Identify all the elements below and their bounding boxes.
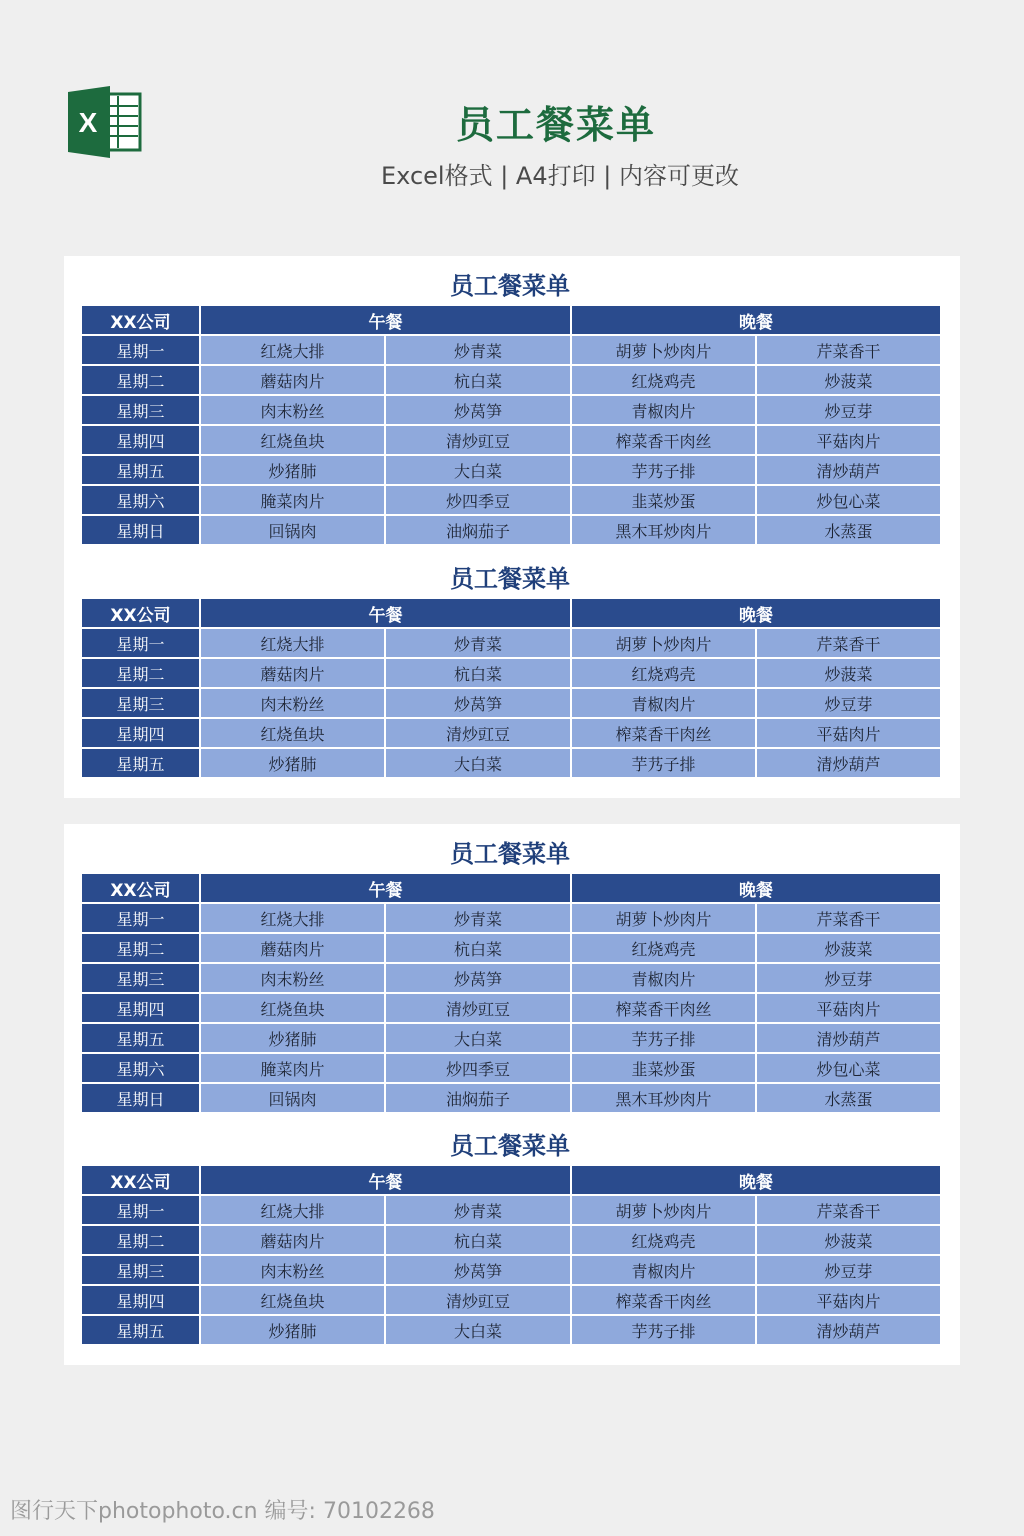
table-title: 员工餐菜单 [450,565,570,593]
lunch-dish-cell: 炒青菜 [385,628,571,658]
menu-sheet-panel [64,256,960,798]
dinner-dish-cell: 胡萝卜炒肉片 [571,335,756,365]
day-cell: 星期二 [81,365,200,395]
day-cell: 星期四 [81,425,200,455]
lunch-dish-cell: 油焖茄子 [385,515,571,545]
menu-table [80,872,942,1114]
day-cell: 星期二 [81,658,200,688]
dinner-dish-cell: 炒包心菜 [756,1053,941,1083]
table-row [81,485,941,515]
table-row [81,748,941,778]
table-row [81,365,941,395]
lunch-dish-cell: 红烧大排 [200,903,385,933]
dinner-dish-cell: 芹菜香干 [756,335,941,365]
lunch-dish-cell: 红烧鱼块 [200,993,385,1023]
dinner-dish-cell: 水蒸蛋 [756,1083,941,1113]
table-row [81,515,941,545]
dinner-dish-cell: 榨菜香干肉丝 [571,1285,756,1315]
table-row [81,963,941,993]
dinner-dish-cell: 红烧鸡壳 [571,933,756,963]
day-cell: 星期四 [81,993,200,1023]
table-row [81,718,941,748]
lunch-dish-cell: 腌菜肉片 [200,485,385,515]
day-cell: 星期一 [81,335,200,365]
table-header-row [81,873,941,903]
lunch-dish-cell: 红烧鱼块 [200,425,385,455]
dinner-dish-cell: 韭菜炒蛋 [571,1053,756,1083]
dinner-dish-cell: 炒豆芽 [756,688,941,718]
dinner-dish-cell: 青椒肉片 [571,1255,756,1285]
dinner-dish-cell: 芋艿子排 [571,748,756,778]
lunch-dish-cell: 红烧大排 [200,335,385,365]
menu-block [80,1128,940,1346]
dinner-dish-cell: 青椒肉片 [571,963,756,993]
lunch-dish-cell: 肉末粉丝 [200,963,385,993]
lunch-dish-cell: 红烧大排 [200,1195,385,1225]
dinner-header-cell: 晚餐 [571,1165,941,1195]
lunch-dish-cell: 大白菜 [385,1315,571,1345]
lunch-dish-cell: 大白菜 [385,748,571,778]
lunch-dish-cell: 炒猪肺 [200,1315,385,1345]
table-title: 员工餐菜单 [450,1132,570,1160]
table-row [81,1255,941,1285]
dinner-dish-cell: 黑木耳炒肉片 [571,1083,756,1113]
page-title: 员工餐菜单 [455,103,656,147]
lunch-dish-cell: 红烧大排 [200,628,385,658]
page-header [0,0,1024,220]
lunch-dish-cell: 炒猪肺 [200,455,385,485]
day-cell: 星期四 [81,1285,200,1315]
dinner-dish-cell: 青椒肉片 [571,688,756,718]
menu-sheet-panel [64,824,960,1365]
day-cell: 星期五 [81,1023,200,1053]
company-header-cell: XX公司 [81,1165,200,1195]
lunch-dish-cell: 炒莴笋 [385,1255,571,1285]
company-header-cell: XX公司 [81,873,200,903]
lunch-dish-cell: 炒青菜 [385,903,571,933]
dinner-dish-cell: 炒包心菜 [756,485,941,515]
lunch-dish-cell: 肉末粉丝 [200,688,385,718]
table-header-row [81,305,941,335]
page-subtitle: Excel格式 | A4打印 | 内容可更改 [381,162,739,190]
dinner-dish-cell: 红烧鸡壳 [571,658,756,688]
day-cell: 星期五 [81,455,200,485]
dinner-dish-cell: 胡萝卜炒肉片 [571,903,756,933]
lunch-dish-cell: 大白菜 [385,1023,571,1053]
company-header-cell: XX公司 [81,305,200,335]
lunch-dish-cell: 回锅肉 [200,515,385,545]
lunch-dish-cell: 清炒豇豆 [385,993,571,1023]
dinner-dish-cell: 胡萝卜炒肉片 [571,1195,756,1225]
dinner-dish-cell: 水蒸蛋 [756,515,941,545]
table-row [81,628,941,658]
dinner-dish-cell: 平菇肉片 [756,993,941,1023]
dinner-dish-cell: 炒豆芽 [756,395,941,425]
table-row [81,1225,941,1255]
lunch-header-cell: 午餐 [200,305,571,335]
day-cell: 星期四 [81,718,200,748]
table-row [81,1083,941,1113]
day-cell: 星期三 [81,1255,200,1285]
lunch-dish-cell: 红烧鱼块 [200,718,385,748]
day-cell: 星期六 [81,1053,200,1083]
table-header-row [81,598,941,628]
watermark-text: 图行天下photophoto.cn 编号: 70102268 [10,1499,435,1524]
lunch-dish-cell: 炒青菜 [385,1195,571,1225]
lunch-dish-cell: 杭白菜 [385,658,571,688]
menu-block [80,836,940,1114]
menu-block [80,561,940,779]
day-cell: 星期三 [81,963,200,993]
lunch-dish-cell: 炒四季豆 [385,485,571,515]
dinner-dish-cell: 平菇肉片 [756,1285,941,1315]
dinner-dish-cell: 韭菜炒蛋 [571,485,756,515]
table-row [81,455,941,485]
table-row [81,903,941,933]
dinner-dish-cell: 平菇肉片 [756,425,941,455]
dinner-dish-cell: 青椒肉片 [571,395,756,425]
lunch-dish-cell: 炒猪肺 [200,748,385,778]
lunch-dish-cell: 蘑菇肉片 [200,1225,385,1255]
dinner-dish-cell: 榨菜香干肉丝 [571,425,756,455]
lunch-dish-cell: 清炒豇豆 [385,1285,571,1315]
dinner-dish-cell: 芋艿子排 [571,1315,756,1345]
lunch-dish-cell: 腌菜肉片 [200,1053,385,1083]
dinner-dish-cell: 芹菜香干 [756,628,941,658]
day-cell: 星期三 [81,688,200,718]
table-title: 员工餐菜单 [450,272,570,300]
svg-text:X: X [78,107,98,138]
lunch-dish-cell: 杭白菜 [385,365,571,395]
table-row [81,933,941,963]
table-row [81,688,941,718]
lunch-dish-cell: 杭白菜 [385,1225,571,1255]
lunch-dish-cell: 蘑菇肉片 [200,658,385,688]
table-row [81,1315,941,1345]
company-header-cell: XX公司 [81,598,200,628]
dinner-dish-cell: 芹菜香干 [756,1195,941,1225]
lunch-dish-cell: 蘑菇肉片 [200,365,385,395]
dinner-dish-cell: 榨菜香干肉丝 [571,718,756,748]
lunch-dish-cell: 炒青菜 [385,335,571,365]
dinner-dish-cell: 平菇肉片 [756,718,941,748]
lunch-dish-cell: 炒莴笋 [385,688,571,718]
table-title: 员工餐菜单 [450,840,570,868]
lunch-dish-cell: 炒莴笋 [385,395,571,425]
table-row [81,335,941,365]
lunch-dish-cell: 清炒豇豆 [385,425,571,455]
table-row [81,993,941,1023]
dinner-dish-cell: 清炒葫芦 [756,1023,941,1053]
table-header-row [81,1165,941,1195]
menu-block [80,268,940,546]
dinner-dish-cell: 红烧鸡壳 [571,1225,756,1255]
dinner-dish-cell: 炒菠菜 [756,365,941,395]
dinner-dish-cell: 清炒葫芦 [756,748,941,778]
lunch-dish-cell: 红烧鱼块 [200,1285,385,1315]
lunch-header-cell: 午餐 [200,598,571,628]
day-cell: 星期六 [81,485,200,515]
lunch-dish-cell: 油焖茄子 [385,1083,571,1113]
dinner-dish-cell: 炒豆芽 [756,963,941,993]
lunch-header-cell: 午餐 [200,1165,571,1195]
day-cell: 星期二 [81,933,200,963]
table-row [81,1053,941,1083]
lunch-dish-cell: 肉末粉丝 [200,1255,385,1285]
lunch-dish-cell: 肉末粉丝 [200,395,385,425]
table-row [81,1195,941,1225]
day-cell: 星期日 [81,515,200,545]
day-cell: 星期二 [81,1225,200,1255]
day-cell: 星期一 [81,1195,200,1225]
day-cell: 星期五 [81,1315,200,1345]
dinner-dish-cell: 清炒葫芦 [756,1315,941,1345]
dinner-header-cell: 晚餐 [571,873,941,903]
lunch-header-cell: 午餐 [200,873,571,903]
dinner-dish-cell: 炒菠菜 [756,658,941,688]
dinner-dish-cell: 芋艿子排 [571,1023,756,1053]
day-cell: 星期一 [81,903,200,933]
lunch-dish-cell: 杭白菜 [385,933,571,963]
lunch-dish-cell: 回锅肉 [200,1083,385,1113]
dinner-dish-cell: 胡萝卜炒肉片 [571,628,756,658]
menu-table [80,1164,942,1346]
day-cell: 星期日 [81,1083,200,1113]
table-row [81,395,941,425]
lunch-dish-cell: 炒四季豆 [385,1053,571,1083]
day-cell: 星期三 [81,395,200,425]
day-cell: 星期一 [81,628,200,658]
dinner-dish-cell: 黑木耳炒肉片 [571,515,756,545]
lunch-dish-cell: 炒莴笋 [385,963,571,993]
menu-table [80,304,942,546]
dinner-dish-cell: 芋艿子排 [571,455,756,485]
menu-table [80,597,942,779]
dinner-dish-cell: 炒豆芽 [756,1255,941,1285]
lunch-dish-cell: 大白菜 [385,455,571,485]
table-row [81,1285,941,1315]
day-cell: 星期五 [81,748,200,778]
lunch-dish-cell: 蘑菇肉片 [200,933,385,963]
table-row [81,425,941,455]
dinner-dish-cell: 榨菜香干肉丝 [571,993,756,1023]
dinner-header-cell: 晚餐 [571,598,941,628]
lunch-dish-cell: 炒猪肺 [200,1023,385,1053]
dinner-dish-cell: 炒菠菜 [756,1225,941,1255]
dinner-dish-cell: 芹菜香干 [756,903,941,933]
dinner-dish-cell: 清炒葫芦 [756,455,941,485]
dinner-dish-cell: 红烧鸡壳 [571,365,756,395]
dinner-header-cell: 晚餐 [571,305,941,335]
lunch-dish-cell: 清炒豇豆 [385,718,571,748]
table-row [81,658,941,688]
table-row [81,1023,941,1053]
dinner-dish-cell: 炒菠菜 [756,933,941,963]
